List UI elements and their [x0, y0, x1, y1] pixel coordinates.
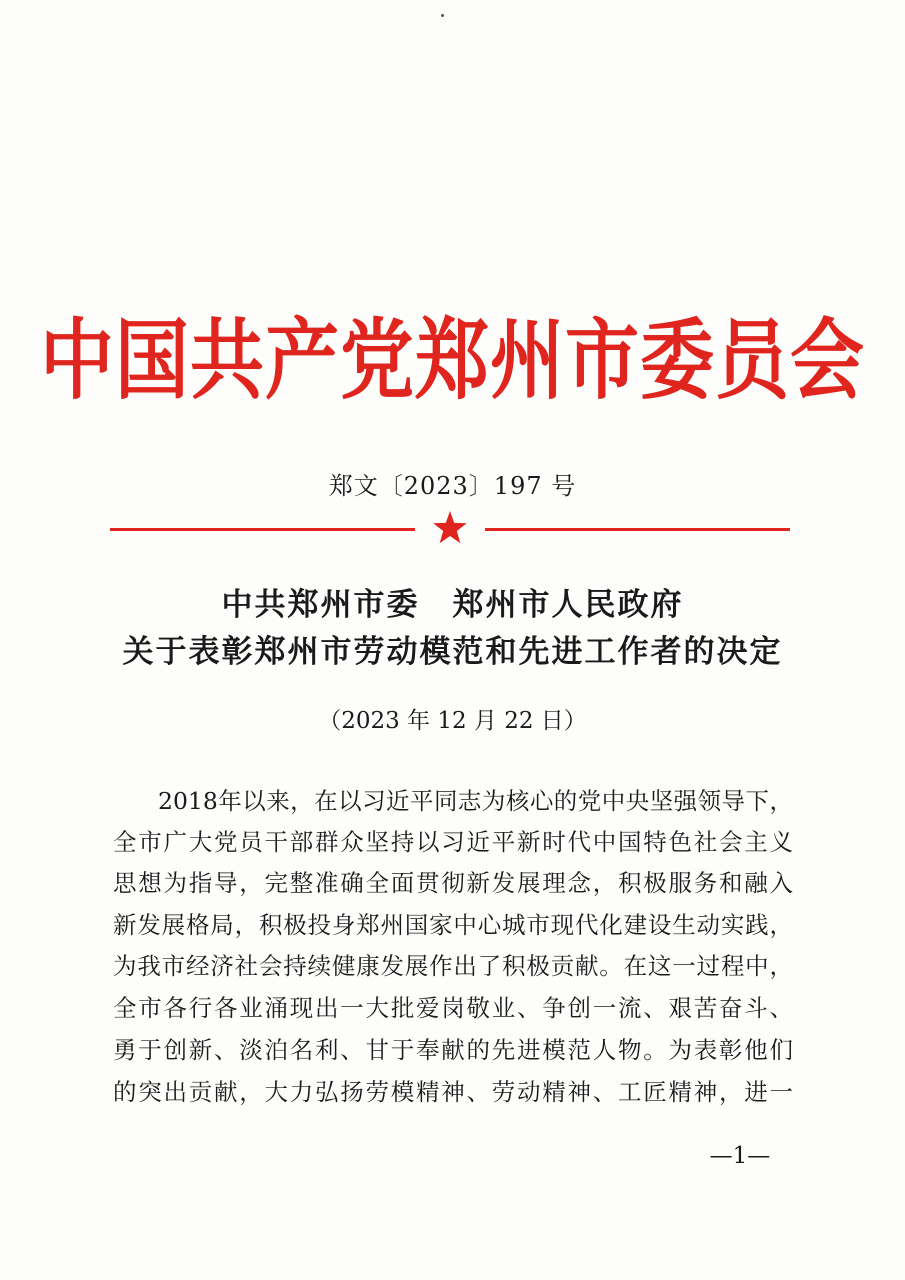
decision-title-line-2: 关于表彰郑州市劳动模范和先进工作者的决定 [122, 634, 783, 670]
body-line: 为我市经济社会持续健康发展作出了积极贡献。在这一过程中， [113, 952, 793, 980]
separator-line-left [110, 528, 415, 531]
issuer-masthead: 中国共产党郑州市委员会 [40, 310, 865, 412]
body-line: 的突出贡献，大力弘扬劳模精神、劳动精神、工匠精神，进一 [113, 1078, 793, 1106]
scan-speck [441, 14, 444, 17]
separator-line-right [485, 528, 790, 531]
body-line: 全市广大党员干部群众坚持以习近平新时代中国特色社会主义 [113, 828, 793, 856]
page-number: —1— [709, 1143, 771, 1169]
body-line: 勇于创新、淡泊名利、甘于奉献的先进模范人物。为表彰他们 [113, 1036, 793, 1064]
decision-date: （2023 年 12 月 22 日） [318, 708, 587, 734]
document-number: 郑文〔2023〕197 号 [328, 472, 577, 500]
body-line: 2018年以来，在以习近平同志为核心的党中央坚强领导下， [158, 787, 793, 815]
body-line: 思想为指导，完整准确全面贯彻新发展理念，积极服务和融入 [113, 869, 793, 897]
body-line: 全市各行各业涌现出一大批爱岗敬业、争创一流、艰苦奋斗、 [113, 994, 793, 1022]
body-line: 新发展格局，积极投身郑州国家中心城市现代化建设生动实践， [113, 911, 793, 939]
red-separator [110, 510, 790, 550]
decision-title-line-1: 中共郑州市委 郑州市人民政府 [221, 587, 684, 623]
red-star-icon [432, 510, 468, 546]
